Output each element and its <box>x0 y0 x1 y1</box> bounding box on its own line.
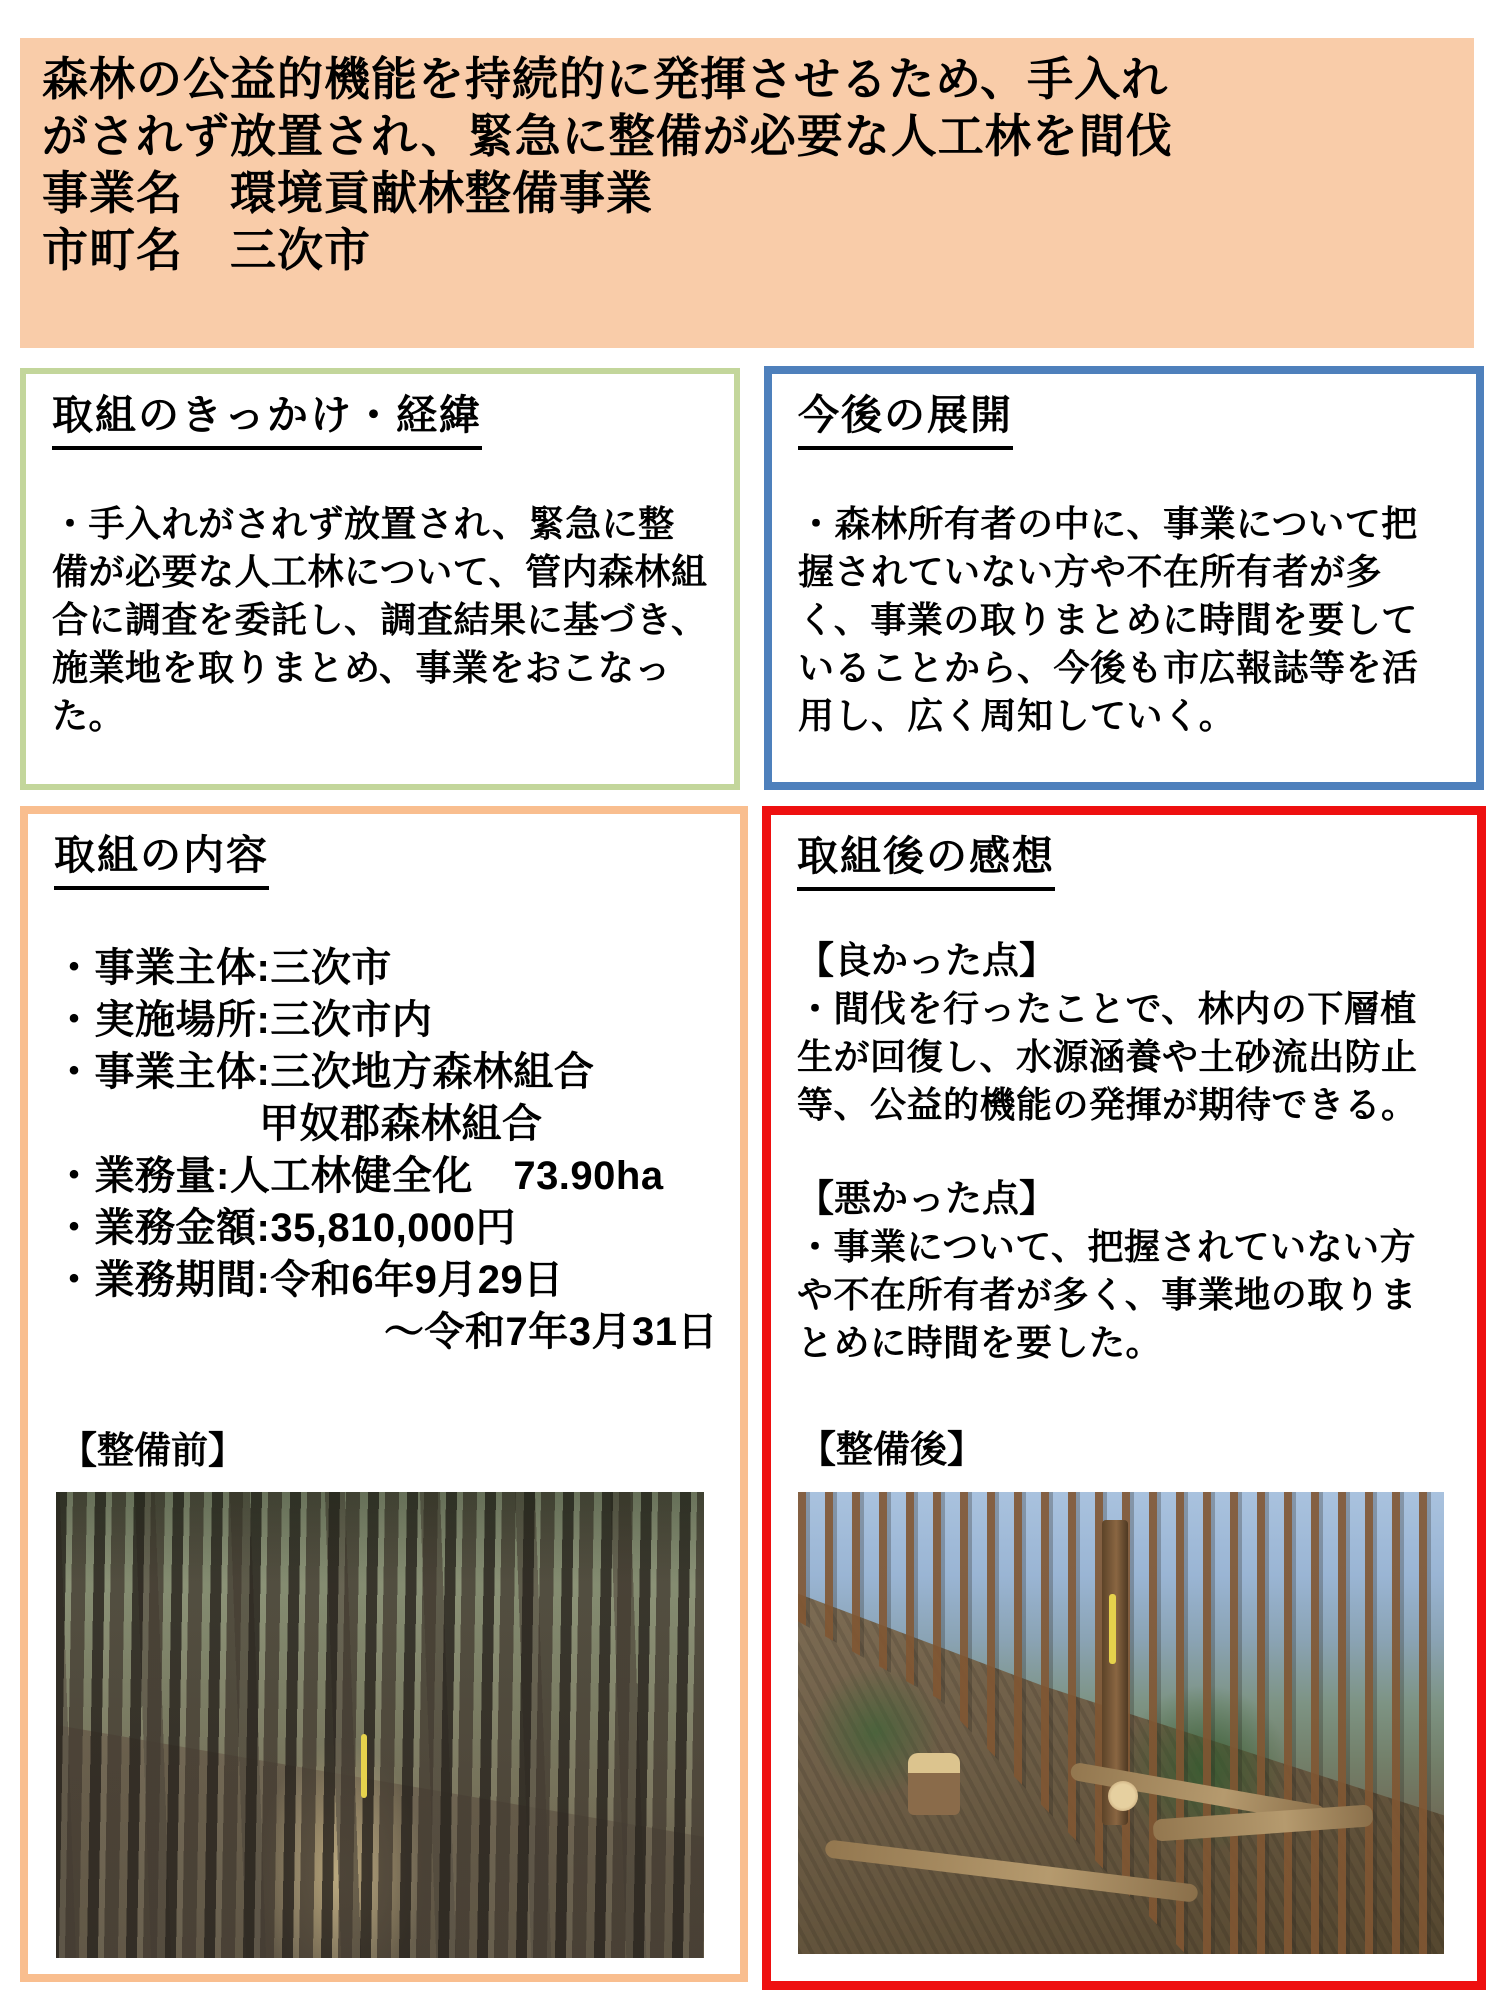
content-item-location: ・実施場所:三次市内 <box>54 998 433 1043</box>
impressions-title: 取組後の感想 <box>797 833 1055 891</box>
content-box <box>20 806 748 1982</box>
bad-points-body: ・事業について、把握されていない方や不在所有者が多く、事業地の取りまとめに時間を要した。 <box>797 1226 1417 1364</box>
header-line-4: 市町名 三次市 <box>42 224 371 276</box>
after-photo-tape-marker <box>1109 1594 1116 1664</box>
after-photo-log-cut-end <box>1108 1781 1138 1811</box>
content-item-work-volume: ・業務量:人工林健全化 73.90ha <box>54 1154 664 1199</box>
content-item-work-amount: ・業務金額:35,810,000円 <box>54 1206 517 1251</box>
before-photo <box>56 1492 704 1958</box>
bad-points-heading: 【悪かった点】 <box>797 1178 1056 1220</box>
header-line-3: 事業名 環境貢献林整備事業 <box>42 167 653 219</box>
after-photo-label: 【整備後】 <box>799 1429 984 1470</box>
before-photo-tape-marker <box>361 1734 367 1798</box>
trigger-box <box>20 368 740 790</box>
future-box <box>764 366 1484 790</box>
before-photo-shade-layer <box>56 1492 704 1958</box>
trigger-body: ・手入れがされず放置され、緊急に整備が必要な人工林について、管内森林組合に調査を委託し、調査結果に基づき、施業地を取りまとめ、事業をおこなった。 <box>52 503 708 737</box>
content-item-project-owner: ・事業主体:三次市 <box>54 946 392 991</box>
header-line-2: がされず放置され、緊急に整備が必要な人工林を間伐 <box>42 110 1173 162</box>
content-item-period-end: ～令和7年3月31日 <box>384 1310 718 1355</box>
header-line-1: 森林の公益的機能を持続的に発揮させるため、手入れ <box>42 53 1169 105</box>
after-photo <box>798 1492 1444 1954</box>
good-points-body: ・間伐を行ったことで、林内の下層植生が回復し、水源涵養や土砂流出防止等、公益的機能の発揮が期待できる。 <box>797 988 1418 1126</box>
future-body: ・森林所有者の中に、事業について把握されていない方や不在所有者が多く、事業の取りまとめに時間を要していることから、今後も市広報誌等を活用し、広く周知していく。 <box>798 503 1419 737</box>
good-points-heading: 【良かった点】 <box>797 940 1056 982</box>
after-photo-stump <box>908 1753 960 1815</box>
content-list <box>54 942 718 1358</box>
content-item-operator: ・事業主体:三次地方森林組合 <box>54 1050 595 1095</box>
trigger-title: 取組のきっかけ・経緯 <box>52 392 482 450</box>
content-item-operator-2: 甲奴郡森林組合 <box>259 1102 543 1147</box>
content-title: 取組の内容 <box>54 832 269 890</box>
before-photo-label: 【整備前】 <box>60 1430 245 1471</box>
future-title: 今後の展開 <box>798 392 1013 450</box>
impressions-box <box>762 806 1486 1990</box>
header-banner <box>20 38 1474 348</box>
content-item-work-period: ・業務期間:令和6年9月29日 <box>54 1258 564 1303</box>
